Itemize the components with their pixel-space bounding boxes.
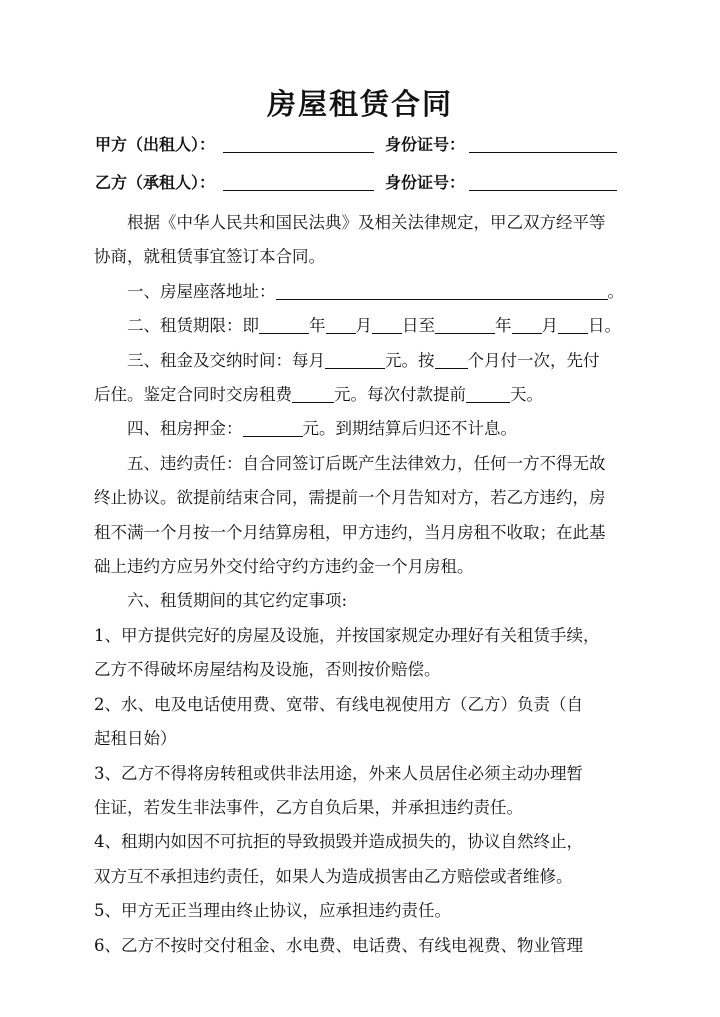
intro-line-2: 协商，就租赁事宜签订本合同。 [94, 247, 325, 267]
party-a-id-label: 身份证号： [385, 135, 466, 154]
item-6-line-1: 6、乙方不按时交付租金、水电费、电话费、有线电视费、物业管理 [94, 935, 583, 955]
yuan-pay-label: 元。按 [385, 350, 435, 370]
section-5-line-3: 租不满一个月按一个月结算房租，甲方违约，当月房租不收取；在此基 [94, 522, 606, 542]
end-year-blank [435, 315, 495, 334]
section-1-address [94, 275, 634, 309]
intro-line-1: 根据《中华人民共和国民法典》及相关法律规定，甲乙双方经平等 [127, 213, 606, 232]
advance-days-blank [466, 384, 510, 403]
section-5-line-4: 础上违约方应另外交付给守约方违约金一个月房租。 [94, 557, 474, 577]
party-b-row [95, 168, 635, 198]
section-5-line-2: 终止协议。欲提前结束合同，需提前一个月告知对方，若乙方违约，房 [94, 488, 606, 508]
end-month-blank [512, 315, 542, 334]
day-to-label: 日至 [402, 316, 435, 336]
section-2-term [94, 309, 634, 343]
days-label: 天。 [510, 385, 543, 405]
item-3-line-1: 3、乙方不得将房转租或供非法用途，外来人员居住必须主动办理暂 [94, 763, 583, 783]
party-b-name-blank [223, 190, 374, 191]
address-blank [276, 281, 608, 300]
item-3-line-2: 住证，若发生非法事件，乙方自负后果，并承担违约责任。 [94, 797, 523, 817]
party-a-name-blank [223, 152, 374, 153]
pay-cycle-label: 个月付一次，先付 [467, 350, 600, 370]
section-4-deposit [94, 412, 634, 446]
section-5-line-1: 五、违约责任：自合同签订后既产生法律效力，任何一方不得无故 [127, 453, 606, 473]
item-4-line-1: 4、租期内如因不可抗拒的导致损毁并造成损失的，协议自然终止， [94, 832, 583, 852]
advance-pay-label: 元。每次付款提前 [334, 385, 466, 405]
party-a-label: 甲方（出租人）： [95, 135, 216, 154]
party-a-id-blank [469, 152, 617, 153]
year-label-2: 年 [495, 316, 512, 336]
year-label: 年 [309, 316, 326, 336]
contract-body [94, 206, 634, 963]
item-1-line-1: 1、甲方提供完好的房屋及设施，并按国家规定办理好有关租赁手续， [94, 625, 600, 645]
end-day-blank [558, 315, 588, 334]
section-4-suffix: 元。到期结算后归还不计息。 [302, 419, 517, 439]
start-day-blank [372, 315, 402, 334]
deposit-blank [243, 418, 303, 437]
party-b-id-label: 身份证号： [385, 173, 466, 192]
section-3-line-2 [94, 378, 634, 412]
item-2-line-1: 2、水、电及电话使用费、宽带、有线电视使用方（乙方）负责（自 [94, 694, 583, 714]
section-1-suffix: 。 [607, 281, 624, 301]
start-year-blank [259, 315, 309, 334]
month-label-2: 月 [541, 316, 558, 336]
day-end-label: 日。 [588, 316, 621, 336]
party-b-id-blank [469, 190, 617, 191]
pay-cycle-blank [435, 350, 468, 369]
section-1-prefix: 一、房屋座落地址： [127, 281, 276, 301]
item-4-line-2: 双方互不承担违约责任，如果人为造成损害由乙方赔偿或者维修。 [94, 866, 573, 886]
page-title: 房屋租赁合同 [266, 87, 453, 121]
item-2-line-2: 起租日始） [94, 729, 177, 749]
section-2-prefix: 二、租赁期限：即 [127, 316, 259, 336]
signing-rent-blank [292, 384, 334, 403]
item-5-line-1: 5、甲方无正当理由终止协议，应承担违约责任。 [94, 901, 451, 921]
section-3-line2-prefix: 后住。鉴定合同时交房租费 [94, 385, 292, 405]
month-label: 月 [355, 316, 372, 336]
start-month-blank [326, 315, 356, 334]
section-3-rent [94, 344, 634, 378]
party-a-row [95, 130, 635, 160]
section-4-prefix: 四、租房押金： [127, 419, 243, 439]
section-3-prefix: 三、租金及交纳时间：每月 [127, 350, 325, 370]
party-b-label: 乙方（承租人）： [95, 173, 216, 192]
item-1-line-2: 乙方不得破坏房屋结构及设施，否则按价赔偿。 [94, 660, 441, 680]
section-6-title: 六、租赁期间的其它约定事项: [127, 591, 348, 611]
monthly-rent-blank [325, 350, 385, 369]
